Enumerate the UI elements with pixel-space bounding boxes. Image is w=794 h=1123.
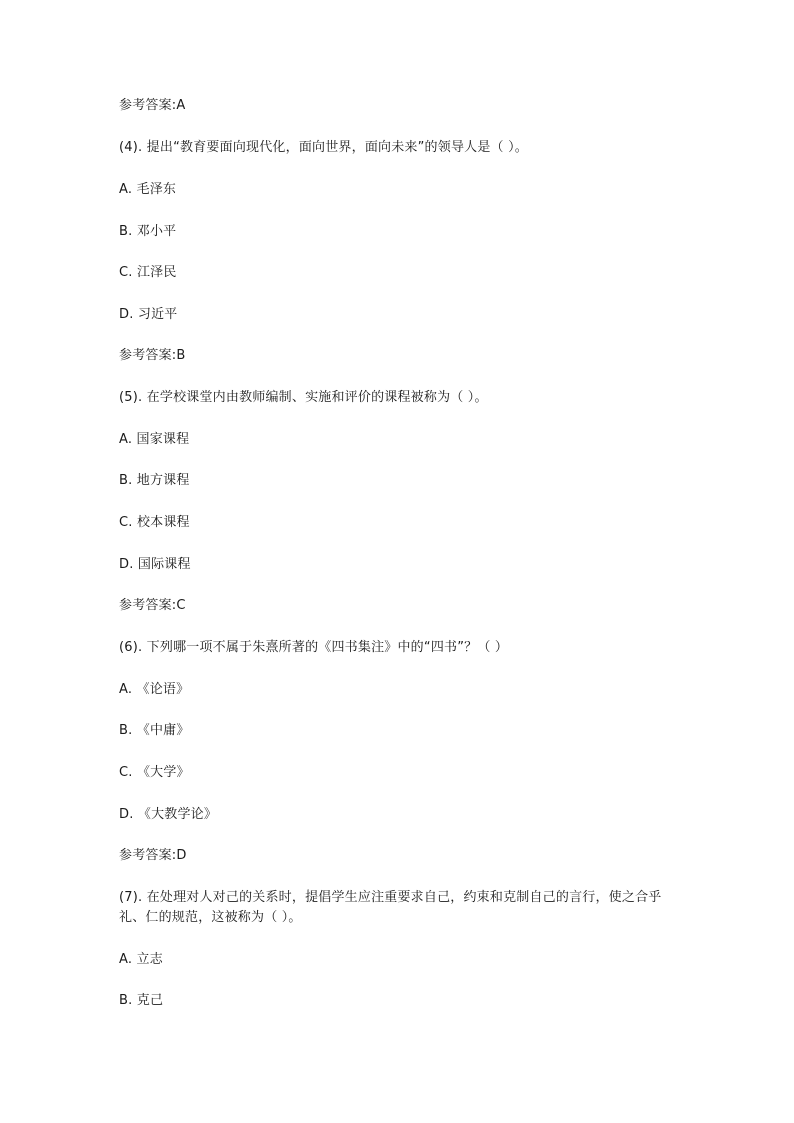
q5-option-d: D. 国际课程 bbox=[119, 557, 191, 572]
q6-option-a: A. 《论语》 bbox=[119, 682, 190, 697]
q4-option-d: D. 习近平 bbox=[119, 307, 178, 322]
answer-key-q5: 参考答案:C bbox=[119, 598, 186, 613]
answer-key-q3: 参考答案:A bbox=[119, 98, 186, 113]
q5-option-b: B. 地方课程 bbox=[119, 473, 190, 488]
q7-option-b: B. 克己 bbox=[119, 993, 164, 1008]
q6-option-c: C. 《大学》 bbox=[119, 765, 190, 780]
question-7: (7). 在处理对人对己的关系时，提倡学生应注重要求自己，约束和克制自己的言行，使之合乎礼、仁的规范，这被称为（ ）。 bbox=[119, 890, 662, 925]
q4-option-a: A. 毛泽东 bbox=[119, 182, 177, 197]
question-5: (5). 在学校课堂内由教师编制、实施和评价的课程被称为（ ）。 bbox=[119, 390, 488, 405]
answer-key-q6: 参考答案:D bbox=[119, 848, 187, 863]
q5-option-a: A. 国家课程 bbox=[119, 432, 190, 447]
q7-option-a: A. 立志 bbox=[119, 952, 163, 967]
question-6: (6). 下列哪一项不属于朱熹所著的《四书集注》中的“四书”？（ ） bbox=[119, 640, 509, 655]
q4-option-b: B. 邓小平 bbox=[119, 224, 177, 239]
q6-option-b: B. 《中庸》 bbox=[119, 723, 190, 738]
q4-option-c: C. 江泽民 bbox=[119, 265, 177, 280]
q5-option-c: C. 校本课程 bbox=[119, 515, 190, 530]
question-4: (4). 提出“教育要面向现代化，面向世界，面向未来”的领导人是（ ）。 bbox=[119, 140, 528, 155]
q6-option-d: D. 《大教学论》 bbox=[119, 807, 218, 822]
answer-key-q4: 参考答案:B bbox=[119, 348, 186, 363]
